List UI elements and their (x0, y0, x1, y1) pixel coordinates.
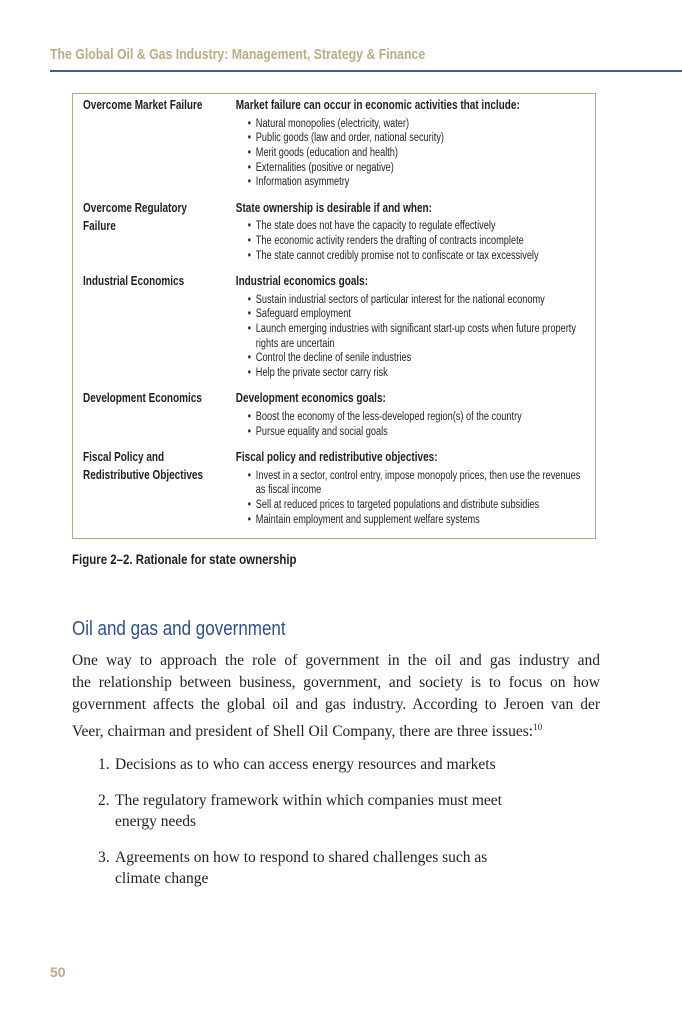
footnote-ref[interactable]: 10 (533, 722, 543, 732)
bullet-item: • Boost the economy of the less-developed region(s) of the country (236, 410, 587, 425)
row-label-line: Fiscal Policy and (83, 450, 165, 464)
list-number: 3. (98, 849, 110, 866)
list-text: Agreements on how to respond to shared challenges such as climate change (115, 849, 488, 887)
row-label (83, 199, 236, 264)
row-content (236, 448, 587, 527)
paragraph-line: the relationship between business, government, and society is to focus on how (72, 674, 600, 691)
list-number: 1. (98, 756, 110, 773)
bullet-item: • Help the private sector carry risk (236, 366, 587, 381)
row-heading: Market failure can occur in economic activities that include: (235, 98, 520, 112)
row-heading: Development economics goals: (235, 391, 386, 406)
bullet-item: • Maintain employment and supplement welfare systems (236, 513, 587, 528)
list-item (98, 847, 535, 889)
bullet-item: • Launch emerging industries with significant start-up costs when future property rights are uncertain (236, 322, 587, 351)
row-label-line: Development Economics (83, 391, 202, 406)
row-heading: State ownership is desirable if and when: (235, 200, 432, 215)
bullet-item: • The state does not have the capacity to regulate effectively (236, 219, 587, 234)
figure-row (83, 389, 587, 439)
body-paragraph (72, 650, 600, 743)
figure-table (83, 96, 587, 536)
row-label (83, 448, 236, 527)
row-label (83, 389, 236, 439)
bullet-item: • Control the decline of senile industries (236, 351, 587, 366)
bullet-item: • Public goods (law and order, national security) (236, 131, 587, 146)
figure-row (83, 199, 587, 264)
list-number: 2. (98, 792, 110, 809)
row-label-line: Overcome Regulatory (83, 200, 187, 215)
bullet-item: • The economic activity renders the drafting of contracts incomplete (236, 234, 587, 249)
bullet-item: • Natural monopolies (electricity, water) (236, 117, 587, 132)
page-number: 50 (50, 964, 66, 980)
running-head: The Global Oil & Gas Industry: Management, Strategy & Finance (50, 46, 426, 63)
row-content (236, 96, 587, 190)
list-item (98, 790, 535, 832)
section-heading: Oil and gas and government (72, 618, 286, 640)
list-item (98, 754, 535, 775)
bullet-item: • Information asymmetry (236, 175, 587, 190)
paragraph-line (72, 716, 600, 743)
row-content (236, 199, 587, 264)
numbered-list (98, 754, 535, 904)
row-content (236, 389, 587, 439)
list-text: Decisions as to who can access energy resources and markets (115, 756, 496, 773)
bullet-item: • Pursue equality and social goals (236, 425, 587, 440)
figure-row (83, 448, 587, 527)
bullet-item: • Safeguard employment (236, 307, 587, 322)
row-label (83, 272, 236, 381)
row-heading: Industrial economics goals: (235, 274, 369, 288)
figure-box (72, 93, 596, 539)
list-text: The regulatory framework within which companies must meet energy needs (115, 792, 502, 830)
figure-row (83, 96, 587, 190)
bullet-item: • Merit goods (education and health) (236, 146, 587, 161)
bullet-item: • The state cannot credibly promise not to confiscate or tax excessively (236, 249, 587, 264)
figure-caption: Figure 2–2. Rationale for state ownership (72, 551, 297, 567)
row-content (236, 272, 587, 381)
paragraph-line-text: Veer, chairman and president of Shell Oil Company, there are three issues: (72, 723, 534, 741)
row-label-line: Industrial Economics (83, 274, 185, 288)
row-label-line: Redistributive Objectives (83, 468, 204, 482)
row-label (83, 96, 236, 190)
paragraph-line: government affects the global oil and gas industry. According to Jeroen van der (72, 696, 600, 713)
paragraph-line: One way to approach the role of government in the oil and gas industry and (72, 652, 600, 669)
bullet-item: • Sell at reduced prices to targeted populations and distribute subsidies (236, 498, 587, 513)
header-rule (50, 70, 682, 72)
bullet-item: • Externalities (positive or negative) (236, 161, 587, 176)
figure-row (83, 272, 587, 381)
row-heading: Fiscal policy and redistributive objectives: (235, 450, 438, 464)
row-label-line: Overcome Market Failure (83, 98, 203, 112)
row-label-line: Failure (83, 218, 116, 233)
bullet-item: • Sustain industrial sectors of particular interest for the national economy (236, 293, 587, 308)
bullet-item: • Invest in a sector, control entry, impose monopoly prices, then use the revenues as fiscal income (236, 469, 587, 498)
